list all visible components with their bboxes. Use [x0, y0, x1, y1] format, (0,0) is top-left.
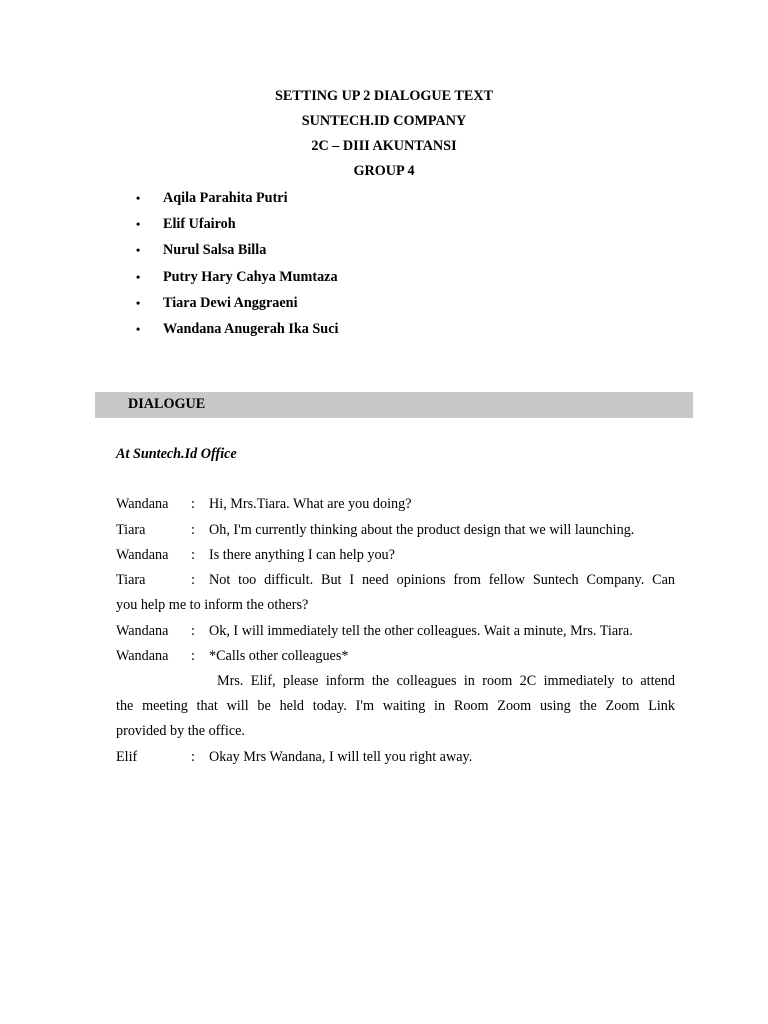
dialogue-text: Ok, I will immediately tell the other colleagues. Wait a minute, Mrs. Tiara.	[209, 623, 633, 639]
member-name: Elif Ufairoh	[163, 216, 236, 233]
colon: :	[191, 522, 195, 538]
member-name: Wandana Anugerah Ika Suci	[163, 320, 339, 337]
colon: :	[191, 572, 195, 588]
class-name: 2C – DIII AKUNTANSI	[311, 138, 457, 154]
speaker-name: Elif	[116, 749, 138, 765]
dialogue-text: Is there anything I can help you?	[209, 547, 395, 563]
dialogue-text: Not too difficult. But I need opinions from fellow Suntech Company. Can	[209, 572, 675, 588]
speaker-name: Wandana	[116, 623, 169, 639]
section-heading-bar	[95, 392, 693, 418]
member-name: Nurul Salsa Billa	[163, 242, 267, 259]
colon: :	[191, 648, 195, 664]
bullet-icon: •	[136, 243, 141, 258]
bullet-icon: •	[136, 217, 141, 232]
dialogue-continuation: the meeting that will be held today. I'm waiting in Room Zoom using the Zoom Link	[116, 698, 675, 714]
company-name: SUNTECH.ID COMPANY	[301, 113, 467, 129]
speaker-name: Tiara	[116, 572, 146, 588]
bullet-icon: •	[136, 191, 141, 205]
colon: :	[191, 623, 195, 639]
dialogue-text: Okay Mrs Wandana, I will tell you right away.	[209, 749, 473, 765]
bullet-icon: •	[136, 321, 141, 336]
bullet-icon: •	[136, 269, 141, 284]
dialogue-text: Hi, Mrs.Tiara. What are you doing?	[209, 496, 412, 512]
speaker-name: Tiara	[116, 522, 146, 538]
document-title: SETTING UP 2 DIALOGUE TEXT	[274, 88, 494, 104]
bullet-icon: •	[136, 295, 141, 310]
dialogue-text: Mrs. Elif, please inform the colleagues in room 2C immediately to attend	[217, 673, 675, 689]
member-name: Aqila Parahita Putri	[163, 190, 288, 206]
colon: :	[191, 496, 195, 512]
group-name: GROUP 4	[353, 163, 415, 179]
dialogue-continuation: provided by the office.	[116, 723, 245, 739]
dialogue-continuation: you help me to inform the others?	[116, 597, 309, 613]
member-name: Putry Hary Cahya Mumtaza	[163, 268, 338, 285]
dialogue-text: *Calls other colleagues*	[209, 648, 349, 664]
dialogue-text: Oh, I'm currently thinking about the product design that we will launching.	[209, 522, 635, 538]
scene-heading: At Suntech.Id Office	[116, 446, 237, 462]
speaker-name: Wandana	[116, 547, 169, 563]
member-name: Tiara Dewi Anggraeni	[163, 294, 298, 311]
colon: :	[191, 547, 195, 563]
section-heading: DIALOGUE	[128, 396, 206, 412]
speaker-name: Wandana	[116, 496, 169, 512]
colon: :	[191, 749, 195, 765]
speaker-name: Wandana	[116, 648, 169, 664]
